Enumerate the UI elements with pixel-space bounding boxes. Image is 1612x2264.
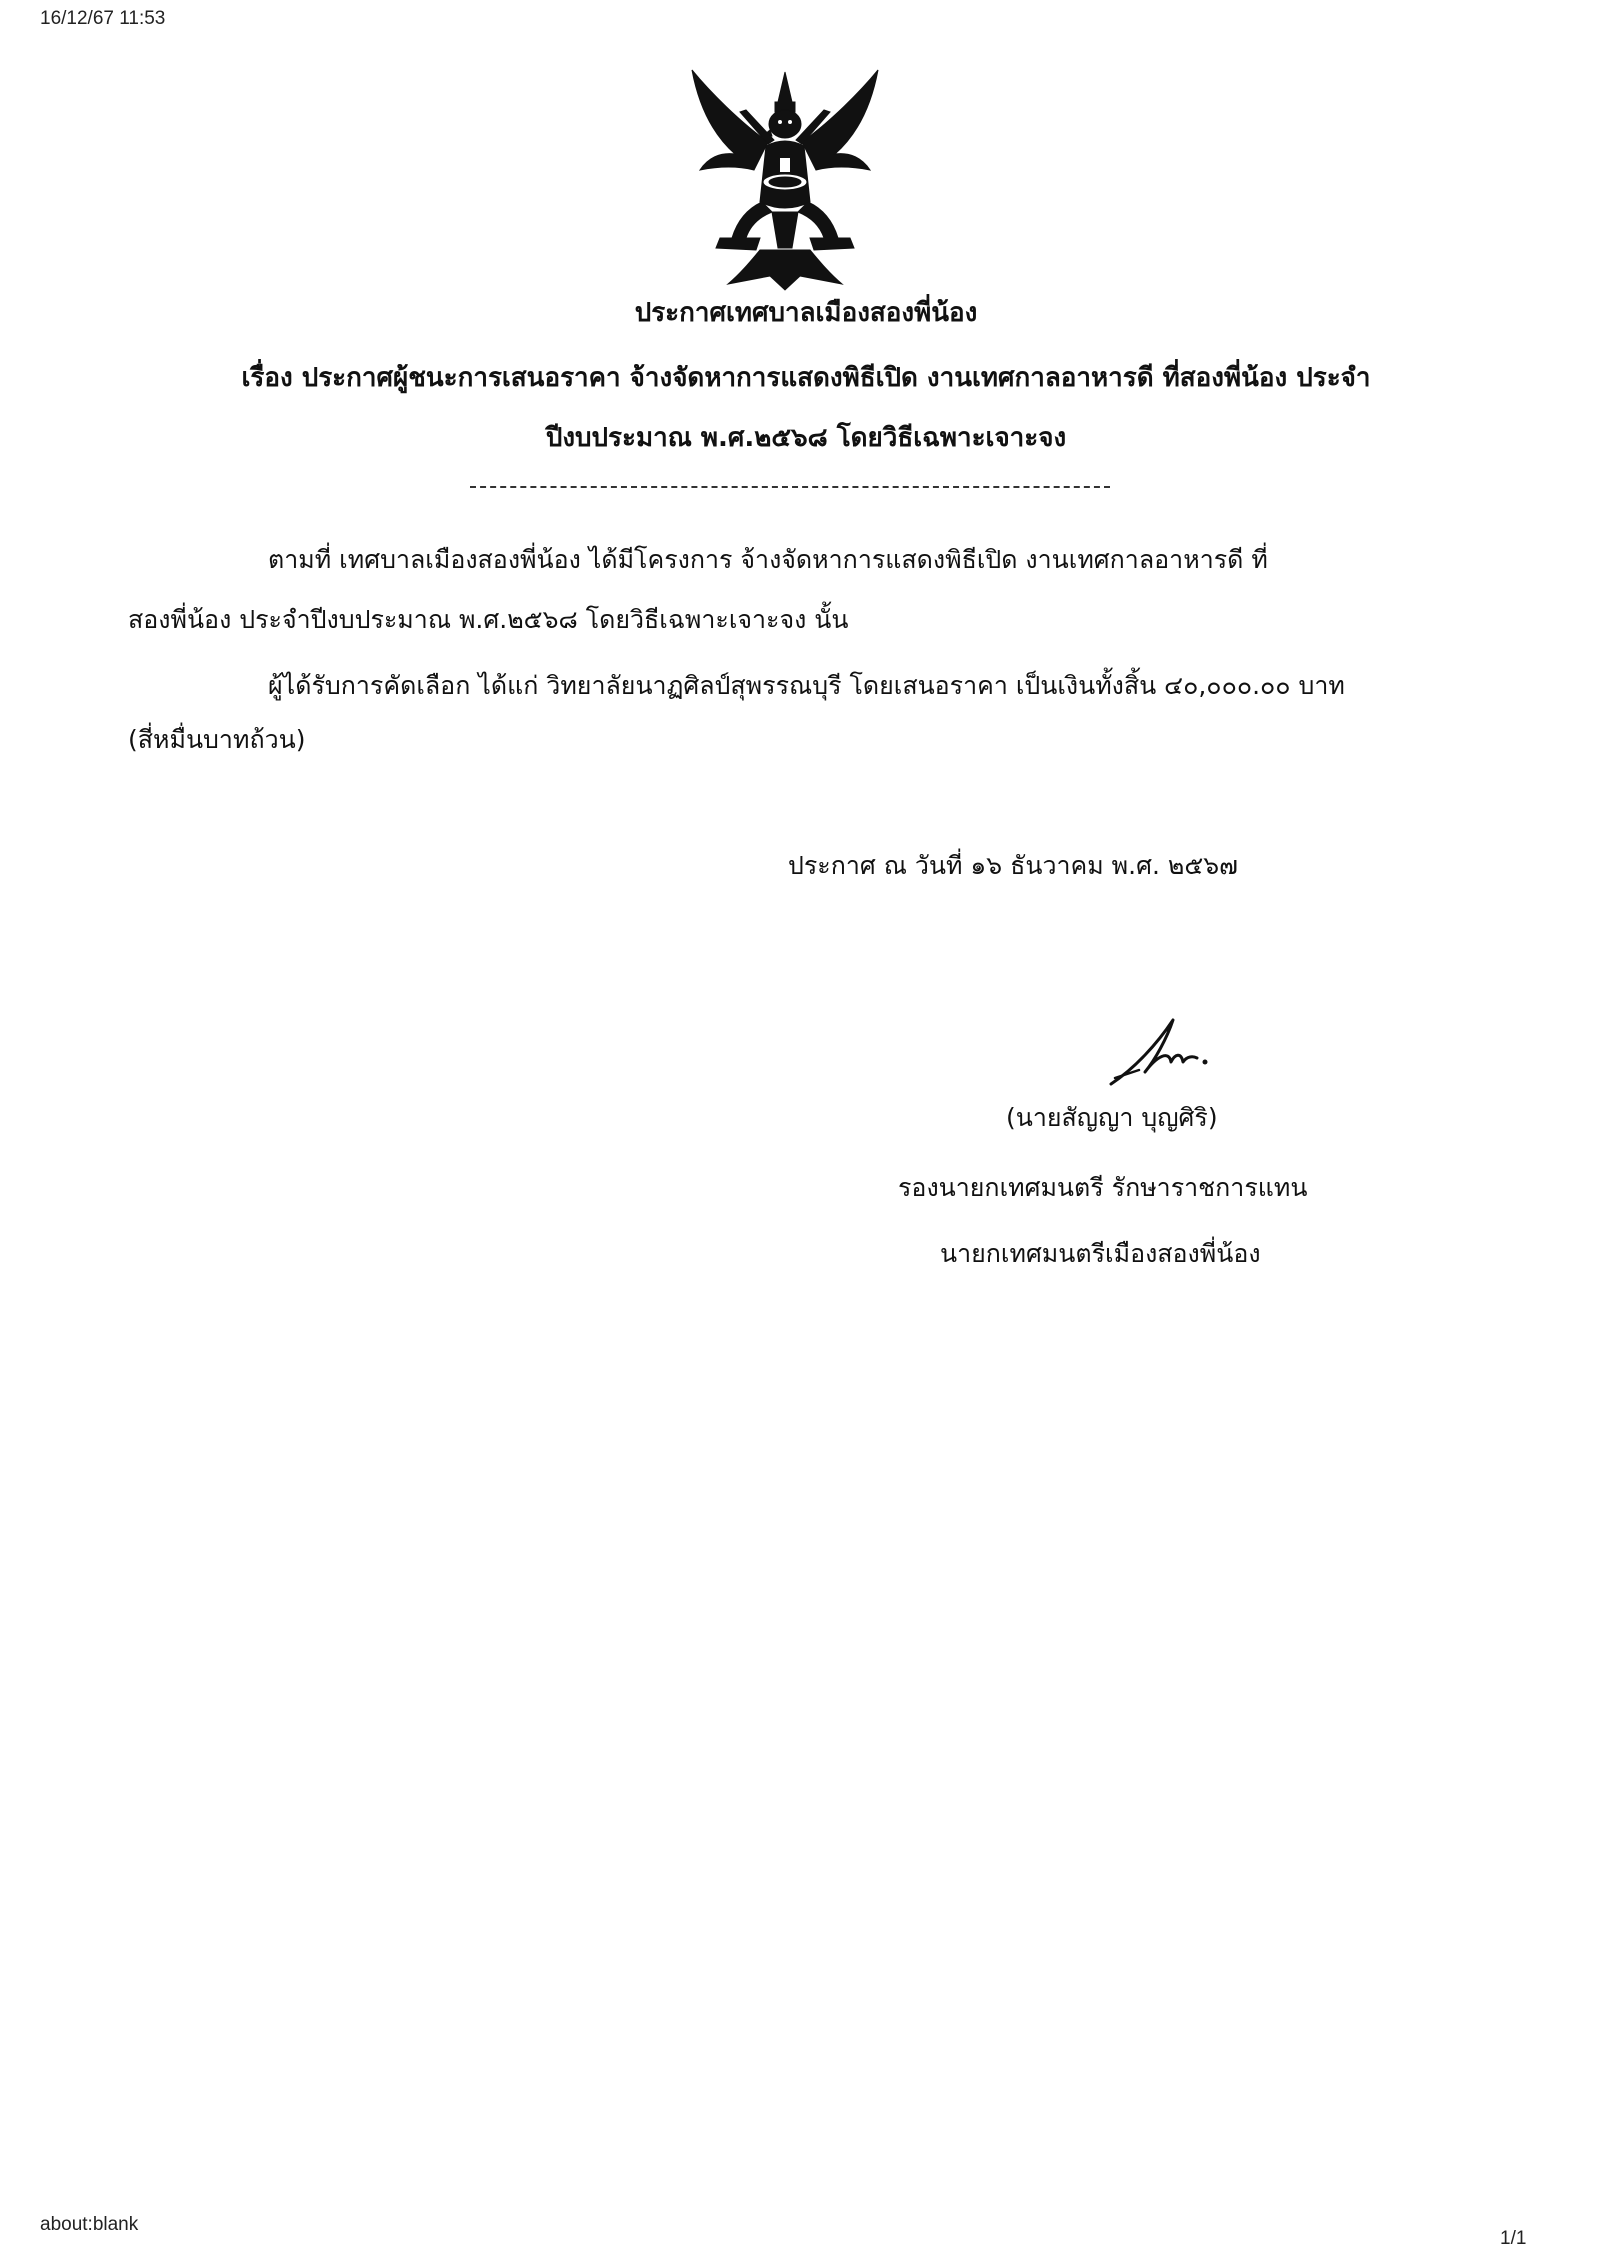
signatory-name: (นายสัญญา บุญศิริ) [1006, 1103, 1218, 1132]
paragraph-1-line-2: สองพี่น้อง ประจำปีงบประมาณ พ.ศ.๒๕๖๘ โดยวิธีเฉพาะเจาะจง นั้น [128, 605, 849, 634]
announcement-date: ประกาศ ณ วันที่ ๑๖ ธันวาคม พ.ศ. ๒๕๖๗ [788, 851, 1238, 880]
print-url: about:blank [40, 2214, 139, 2235]
print-timestamp: 16/12/67 11:53 [40, 8, 166, 29]
document-title: ประกาศเทศบาลเมืองสองพี่น้อง [634, 298, 978, 328]
garuda-emblem-icon [680, 62, 890, 292]
signatory-position-line-1: รองนายกเทศมนตรี รักษาราชการแทน [898, 1173, 1308, 1202]
signatory-position-line-2: นายกเทศมนตรีเมืองสองพี่น้อง [940, 1239, 1261, 1268]
handwritten-signature [1095, 1012, 1225, 1092]
print-page-number: 1/1 [1500, 2228, 1527, 2249]
document-subject-line2: ปีงบประมาณ พ.ศ.๒๕๖๘ โดยวิธีเฉพาะเจาะจง [545, 423, 1067, 453]
paragraph-1-line-1: ตามที่ เทศบาลเมืองสองพี่น้อง ได้มีโครงการ จ้างจัดหาการแสดงพิธีเปิด งานเทศกาลอาหารดี ที่ [268, 545, 1268, 574]
paragraph-2-line-1: ผู้ได้รับการคัดเลือก ได้แก่ วิทยาลัยนาฏศิลป์สุพรรณบุรี โดยเสนอราคา เป็นเงินทั้งสิ้น ๔๐,๐๐๐.๐๐ บาท [268, 671, 1345, 700]
paragraph-2-line-2: (สี่หมื่นบาทถ้วน) [128, 725, 306, 754]
dashed-divider [470, 486, 1110, 488]
document-subject-line1: เรื่อง ประกาศผู้ชนะการเสนอราคา จ้างจัดหาการแสดงพิธีเปิด งานเทศกาลอาหารดี ที่สองพี่น้อง ประจำ [241, 363, 1371, 393]
